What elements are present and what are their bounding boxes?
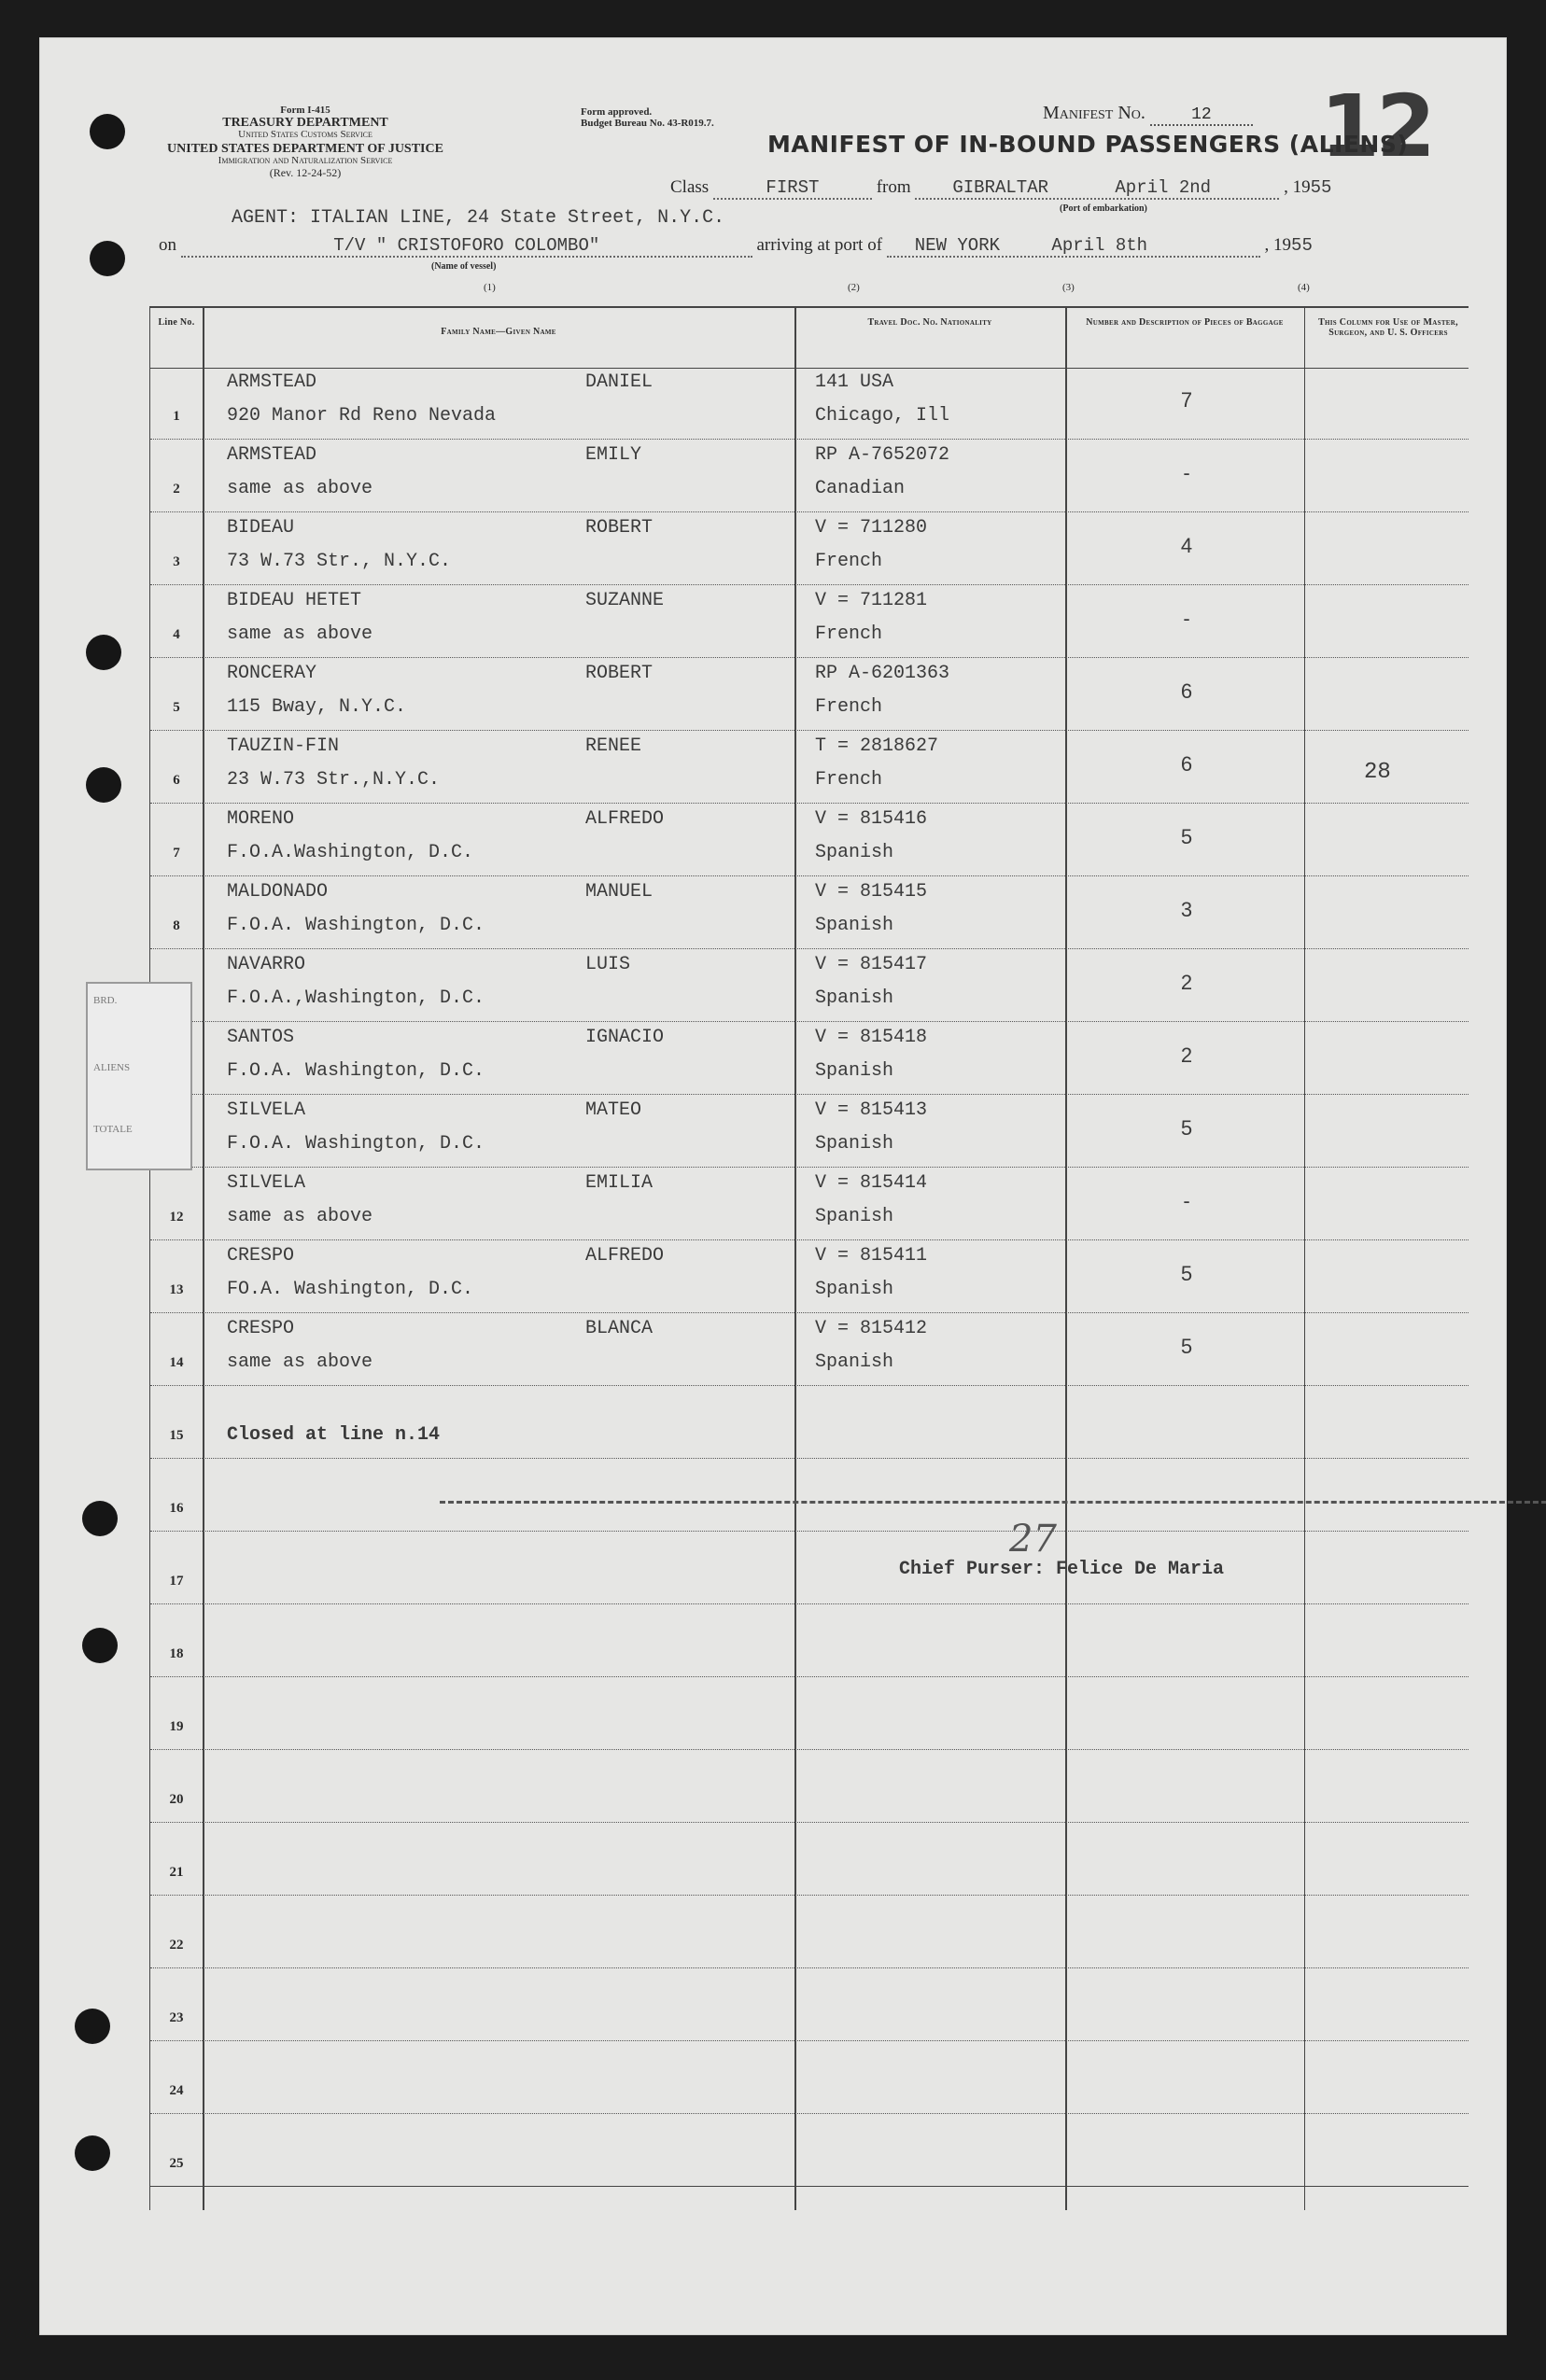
stamp-line-3: TOTALE — [93, 1124, 133, 1135]
travel-doc-number: V = 711280 — [815, 517, 928, 539]
family-name: ARMSTEAD — [227, 371, 317, 393]
given-name: MANUEL — [585, 881, 654, 903]
punch-hole — [90, 241, 125, 276]
baggage-count: 6 — [1180, 679, 1193, 703]
address: F.O.A.Washington, D.C. — [227, 842, 474, 863]
family-name: CRESPO — [227, 1318, 295, 1339]
address: F.O.A. Washington, D.C. — [227, 1133, 485, 1155]
line-number: 19 — [169, 1719, 184, 1734]
family-name: SANTOS — [227, 1027, 295, 1048]
address: FO.A. Washington, D.C. — [227, 1279, 474, 1300]
manifest-number-value: 12 — [1150, 105, 1253, 126]
travel-doc-number: RP A-7652072 — [815, 444, 950, 466]
travel-doc-number: V = 815411 — [815, 1245, 928, 1267]
nationality: Spanish — [815, 1133, 894, 1155]
punch-hole — [82, 1628, 118, 1663]
address: same as above — [227, 478, 373, 499]
baggage-count: 5 — [1180, 1335, 1193, 1358]
line-number: 15 — [169, 1428, 184, 1443]
nationality: French — [815, 551, 883, 572]
line-number: 13 — [169, 1282, 184, 1297]
given-name: DANIEL — [585, 371, 654, 393]
given-name: LUIS — [585, 954, 631, 975]
line-number: 3 — [173, 554, 180, 569]
line-number: 14 — [169, 1355, 184, 1370]
nationality: Spanish — [815, 842, 894, 863]
given-name: ALFREDO — [585, 1245, 665, 1267]
travel-doc-number: V = 815412 — [815, 1318, 928, 1339]
punch-hole — [75, 2009, 110, 2044]
family-name: ARMSTEAD — [227, 444, 317, 466]
form-approved: Form approved. — [581, 106, 653, 118]
vessel-caption: (Name of vessel) — [431, 261, 497, 272]
budget-bureau: Budget Bureau No. 43-R019.7. — [581, 118, 714, 129]
from-date: April 2nd — [1115, 177, 1212, 198]
header-officers: This Column for Use of Master, Surgeon, and U. S. Officers — [1318, 317, 1458, 338]
baggage-count: 5 — [1180, 1116, 1193, 1140]
nationality: Spanish — [815, 1206, 894, 1227]
line-number: 4 — [173, 627, 180, 642]
travel-doc-number: RP A-6201363 — [815, 663, 950, 684]
address: 73 W.73 Str., N.Y.C. — [227, 551, 452, 572]
given-name: BLANCA — [585, 1318, 654, 1339]
from-label: from — [876, 177, 911, 197]
from-port: GIBRALTAR — [952, 177, 1048, 198]
family-name: BIDEAU — [227, 517, 295, 539]
baggage-count: 7 — [1180, 388, 1193, 412]
manifest-sheet — [39, 37, 1507, 2335]
line-number: 20 — [169, 1792, 184, 1807]
given-name: EMILY — [585, 444, 642, 466]
family-name: RONCERAY — [227, 663, 317, 684]
line-number: 1 — [173, 409, 180, 424]
punch-hole — [82, 1501, 118, 1536]
given-name: ROBERT — [585, 663, 654, 684]
agent-line: AGENT: ITALIAN LINE, 24 State Street, N.Y.C. — [232, 207, 725, 229]
family-name: CRESPO — [227, 1245, 295, 1267]
justice-department: UNITED STATES DEPARTMENT OF JUSTICE — [167, 142, 443, 156]
baggage-count: - — [1183, 607, 1190, 630]
col-number-4: (4) — [1298, 282, 1310, 293]
margin-stamp — [86, 982, 192, 1170]
nationality: Spanish — [815, 1351, 894, 1373]
family-name: SILVELA — [227, 1172, 306, 1194]
closing-text: Closed at line n.14 — [227, 1424, 441, 1446]
header-travel-doc: Travel Doc. No. Nationality — [867, 317, 992, 328]
header-name: Family Name—Given Name — [441, 327, 556, 337]
arrival-year: 55 — [1291, 235, 1313, 256]
given-name: EMILIA — [585, 1172, 654, 1194]
customs-service: United States Customs Service — [238, 129, 372, 140]
header-line-no: Line No. — [158, 317, 195, 328]
line-number: 8 — [173, 918, 180, 933]
line-number: 7 — [173, 846, 180, 861]
travel-doc-number: 141 USA — [815, 371, 894, 393]
baggage-count: 2 — [1180, 971, 1193, 994]
travel-doc-number: V = 815416 — [815, 808, 928, 830]
line-number: 17 — [169, 1574, 184, 1589]
travel-doc-number: V = 815413 — [815, 1099, 928, 1121]
travel-doc-number: V = 815415 — [815, 881, 928, 903]
col-number-3: (3) — [1062, 282, 1075, 293]
nationality: French — [815, 769, 883, 791]
revision-date: (Rev. 12-24-52) — [269, 166, 342, 179]
from-field — [915, 177, 1279, 200]
travel-doc-number: V = 815418 — [815, 1027, 928, 1048]
travel-doc-number: T = 2818627 — [815, 735, 939, 757]
travel-doc-number: V = 815417 — [815, 954, 928, 975]
family-name: SILVELA — [227, 1099, 306, 1121]
arrival-port: NEW YORK — [914, 235, 1001, 256]
line-number: 16 — [169, 1501, 184, 1516]
baggage-count: - — [1183, 1189, 1190, 1212]
nationality: Chicago, Ill — [815, 405, 950, 427]
vessel-line — [159, 235, 1313, 258]
line-number: 18 — [169, 1646, 184, 1661]
nationality: French — [815, 623, 883, 645]
line-number: 5 — [173, 700, 180, 715]
address: F.O.A.,Washington, D.C. — [227, 987, 485, 1009]
given-name: ALFREDO — [585, 808, 665, 830]
officer-note: 28 — [1364, 760, 1391, 785]
col-number-2: (2) — [848, 282, 860, 293]
given-name: RENEE — [585, 735, 642, 757]
baggage-count: 4 — [1180, 534, 1193, 557]
family-name: MALDONADO — [227, 881, 329, 903]
baggage-count: 3 — [1180, 898, 1193, 921]
stamp-line-1: BRD. — [93, 995, 118, 1006]
baggage-count: 6 — [1180, 752, 1193, 776]
family-name: MORENO — [227, 808, 295, 830]
address: same as above — [227, 1206, 373, 1227]
port-embarkation-caption: (Port of embarkation) — [1060, 203, 1147, 214]
handwritten-total: 27 — [1009, 1518, 1057, 1561]
from-year: 55 — [1310, 177, 1332, 198]
line-number: 21 — [169, 1865, 184, 1880]
col-number-1: (1) — [484, 282, 496, 293]
line-number: 25 — [169, 2156, 184, 2171]
given-name: SUZANNE — [585, 590, 665, 611]
arrival-year-prefix: , 19 — [1264, 235, 1292, 255]
family-name: TAUZIN-FIN — [227, 735, 340, 757]
class-label: Class — [670, 177, 710, 197]
from-year-prefix: , 19 — [1284, 177, 1311, 197]
address: 115 Bway, N.Y.C. — [227, 696, 407, 718]
address: F.O.A. Washington, D.C. — [227, 915, 485, 936]
page-title: MANIFEST OF IN-BOUND PASSENGERS (ALIENS) — [767, 131, 1409, 158]
given-name: IGNACIO — [585, 1027, 665, 1048]
baggage-count: 5 — [1180, 1262, 1193, 1285]
class-value: FIRST — [713, 177, 872, 200]
baggage-count: 5 — [1180, 825, 1193, 848]
baggage-count: - — [1183, 461, 1190, 484]
stamped-page-number: 12 — [1320, 77, 1433, 176]
travel-doc-number: V = 815414 — [815, 1172, 928, 1194]
chief-purser: Chief Purser: Felice De Maria — [899, 1559, 1225, 1580]
arriving-label: arriving at port of — [756, 235, 883, 255]
class-from-line — [670, 177, 1331, 200]
vessel-name: T/V " CRISTOFORO COLOMBO" — [181, 235, 752, 258]
address: 920 Manor Rd Reno Nevada — [227, 405, 497, 427]
nationality: Spanish — [815, 987, 894, 1009]
passenger-table — [149, 306, 1469, 2210]
address: same as above — [227, 623, 373, 645]
nationality: French — [815, 696, 883, 718]
treasury-department: TREASURY DEPARTMENT — [222, 116, 388, 130]
family-name: BIDEAU HETET — [227, 590, 362, 611]
address: same as above — [227, 1351, 373, 1373]
approval-block — [581, 106, 714, 129]
nationality: Canadian — [815, 478, 906, 499]
arrival-date: April 8th — [1051, 235, 1148, 256]
line-number: 22 — [169, 1938, 184, 1953]
immigration-service: Immigration and Naturalization Service — [218, 155, 393, 166]
nationality: Spanish — [815, 915, 894, 936]
line-number: 6 — [173, 773, 180, 788]
given-name: MATEO — [585, 1099, 642, 1121]
arrival-field — [887, 235, 1260, 258]
manifest-number — [1043, 103, 1253, 126]
line-number: 23 — [169, 2010, 184, 2025]
address: F.O.A. Washington, D.C. — [227, 1060, 485, 1082]
form-department-block — [151, 105, 459, 179]
family-name: NAVARRO — [227, 954, 306, 975]
line-number: 2 — [173, 482, 180, 497]
nationality: Spanish — [815, 1060, 894, 1082]
punch-hole — [86, 767, 121, 803]
on-label: on — [159, 235, 176, 255]
form-number: Form I-415 — [280, 105, 330, 116]
line-number: 24 — [169, 2083, 184, 2098]
travel-doc-number: V = 711281 — [815, 590, 928, 611]
line-number: 12 — [169, 1210, 184, 1225]
given-name: ROBERT — [585, 517, 654, 539]
closing-dashed-line — [440, 1501, 1546, 1504]
header-baggage: Number and Description of Pieces of Baggage — [1086, 317, 1284, 328]
punch-hole — [75, 2135, 110, 2171]
baggage-count: 2 — [1180, 1043, 1193, 1067]
punch-hole — [86, 635, 121, 670]
punch-hole — [90, 114, 125, 149]
manifest-label: Manifest No. — [1043, 103, 1145, 123]
address: 23 W.73 Str.,N.Y.C. — [227, 769, 441, 791]
nationality: Spanish — [815, 1279, 894, 1300]
stamp-line-2: ALIENS — [93, 1062, 131, 1073]
